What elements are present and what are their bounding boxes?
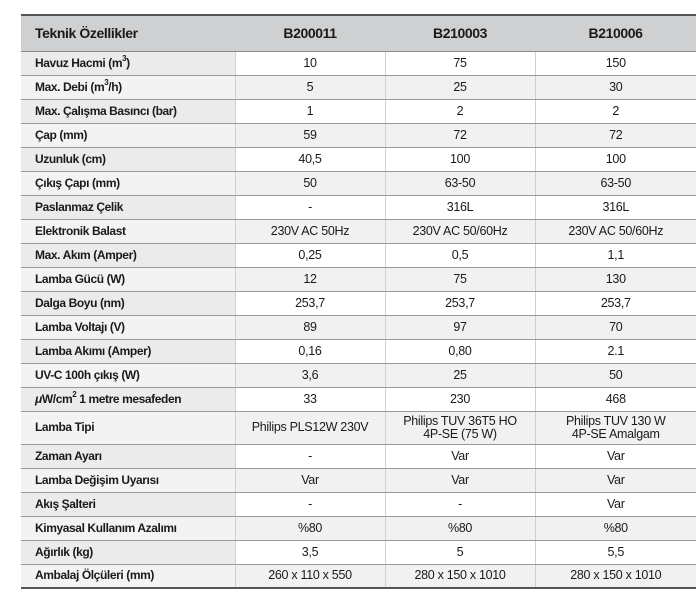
row-label-pre: W/cm (41, 391, 73, 406)
table-row (21, 444, 696, 468)
row-value-model-3: Var (535, 444, 696, 468)
row-value-model-3: 2.1 (535, 339, 696, 363)
row-value-model-3: 2 (535, 99, 696, 123)
row-label: Akış Şalteri (21, 492, 235, 516)
row-value-model-2: %80 (385, 516, 535, 540)
row-label (21, 51, 235, 75)
row-label: Paslanmaz Çelik (21, 195, 235, 219)
row-value-model-1: - (235, 195, 385, 219)
row-value-model-3: 253,7 (535, 291, 696, 315)
row-value-model-2: Philips TUV 36T5 HO 4P-SE (75 W) (385, 411, 535, 444)
row-value-model-1: 33 (235, 387, 385, 411)
row-value-model-2: 5 (385, 540, 535, 564)
row-value-model-3: 316L (535, 195, 696, 219)
row-value-model-2: - (385, 492, 535, 516)
row-value-model-2: Var (385, 444, 535, 468)
row-label: Kimyasal Kullanım Azalımı (21, 516, 235, 540)
table-row (21, 171, 696, 195)
row-label: Lamba Tipi (21, 411, 235, 444)
row-label: Uzunluk (cm) (21, 147, 235, 171)
header-model-3: B210006 (535, 15, 696, 51)
row-value-model-1: 59 (235, 123, 385, 147)
row-label: Ambalaj Ölçüleri (mm) (21, 564, 235, 588)
row-value-model-3: 5,5 (535, 540, 696, 564)
table-row (21, 468, 696, 492)
row-label: Lamba Akımı (Amper) (21, 339, 235, 363)
table-row (21, 291, 696, 315)
table-row (21, 51, 696, 75)
header-model-1: B200011 (235, 15, 385, 51)
row-label-sup: 3 (122, 53, 127, 63)
row-value-model-2: 97 (385, 315, 535, 339)
row-value-model-3: 100 (535, 147, 696, 171)
row-value-model-1: 1 (235, 99, 385, 123)
row-label-post: /h) (108, 79, 122, 94)
table-row (21, 492, 696, 516)
row-value-model-2: 230V AC 50/60Hz (385, 219, 535, 243)
row-value-model-2: 100 (385, 147, 535, 171)
row-value-model-3: 280 x 150 x 1010 (535, 564, 696, 588)
row-label-post: 1 metre mesafeden (76, 391, 182, 406)
row-value-model-1: 260 x 110 x 550 (235, 564, 385, 588)
table-row (21, 363, 696, 387)
row-value-model-3: 150 (535, 51, 696, 75)
row-value-model-1: 89 (235, 315, 385, 339)
table-row (21, 315, 696, 339)
table-row (21, 195, 696, 219)
spec-table-body (21, 51, 696, 588)
row-value-model-3: 70 (535, 315, 696, 339)
row-value-model-3: Var (535, 492, 696, 516)
row-label: Zaman Ayarı (21, 444, 235, 468)
table-row (21, 147, 696, 171)
row-value-model-1: 5 (235, 75, 385, 99)
table-row (21, 99, 696, 123)
row-value-model-3: 468 (535, 387, 696, 411)
row-value-model-1: %80 (235, 516, 385, 540)
row-value-model-1: Philips PLS12W 230V (235, 411, 385, 444)
row-label: Lamba Voltajı (V) (21, 315, 235, 339)
row-value-model-1: 3,6 (235, 363, 385, 387)
spec-table-header (21, 15, 696, 51)
row-value-model-1: - (235, 444, 385, 468)
header-model-2: B210003 (385, 15, 535, 51)
row-label: UV-C 100h çıkış (W) (21, 363, 235, 387)
row-value-model-1: 40,5 (235, 147, 385, 171)
table-row (21, 267, 696, 291)
row-value-model-3: 230V AC 50/60Hz (535, 219, 696, 243)
row-label-mu: μ (35, 391, 42, 406)
row-value-model-1: Var (235, 468, 385, 492)
row-value-model-1: 253,7 (235, 291, 385, 315)
spec-table (21, 14, 696, 589)
row-label: Çap (mm) (21, 123, 235, 147)
row-value-model-1: 0,16 (235, 339, 385, 363)
row-value-model-3: %80 (535, 516, 696, 540)
row-label: Lamba Değişim Uyarısı (21, 468, 235, 492)
table-row (21, 219, 696, 243)
row-label-post: ) (126, 55, 130, 70)
row-value-model-2: Var (385, 468, 535, 492)
table-row (21, 387, 696, 411)
row-value-model-2: 63-50 (385, 171, 535, 195)
table-row (21, 516, 696, 540)
row-value-model-2: 25 (385, 75, 535, 99)
row-value-model-1: 0,25 (235, 243, 385, 267)
row-label-sup: 3 (104, 77, 109, 87)
row-value-model-2: 25 (385, 363, 535, 387)
row-value-model-1: 12 (235, 267, 385, 291)
row-label-sup: 2 (72, 389, 77, 399)
row-label: Elektronik Balast (21, 219, 235, 243)
table-row (21, 411, 696, 444)
row-value-model-2: 230 (385, 387, 535, 411)
row-label-pre: Havuz Hacmi (m (35, 55, 123, 70)
row-label: Ağırlık (kg) (21, 540, 235, 564)
table-row (21, 540, 696, 564)
row-value-model-3: 72 (535, 123, 696, 147)
row-label: Max. Çalışma Basıncı (bar) (21, 99, 235, 123)
row-value-model-2: 0,5 (385, 243, 535, 267)
row-value-model-1: 230V AC 50Hz (235, 219, 385, 243)
row-value-model-3: Var (535, 468, 696, 492)
row-value-model-1: - (235, 492, 385, 516)
row-value-model-3: 50 (535, 363, 696, 387)
row-label (21, 387, 235, 411)
header-label: Teknik Özellikler (21, 15, 235, 51)
table-row (21, 564, 696, 588)
row-value-model-2: 2 (385, 99, 535, 123)
row-value-model-2: 75 (385, 51, 535, 75)
table-row (21, 243, 696, 267)
row-value-model-2: 72 (385, 123, 535, 147)
row-label: Lamba Gücü (W) (21, 267, 235, 291)
row-value-model-2: 316L (385, 195, 535, 219)
row-value-model-1: 50 (235, 171, 385, 195)
row-value-model-3: 130 (535, 267, 696, 291)
row-value-model-2: 75 (385, 267, 535, 291)
row-label: Çıkış Çapı (mm) (21, 171, 235, 195)
row-label: Dalga Boyu (nm) (21, 291, 235, 315)
table-row (21, 123, 696, 147)
row-value-model-3: Philips TUV 130 W 4P-SE Amalgam (535, 411, 696, 444)
row-value-model-2: 280 x 150 x 1010 (385, 564, 535, 588)
row-value-model-1: 3,5 (235, 540, 385, 564)
row-value-model-3: 63-50 (535, 171, 696, 195)
header-row (21, 15, 696, 51)
row-value-model-3: 1,1 (535, 243, 696, 267)
row-value-model-2: 253,7 (385, 291, 535, 315)
table-row (21, 75, 696, 99)
row-value-model-2: 0,80 (385, 339, 535, 363)
row-label: Max. Akım (Amper) (21, 243, 235, 267)
row-label (21, 75, 235, 99)
row-value-model-1: 10 (235, 51, 385, 75)
row-label-pre: Max. Debi (m (35, 79, 105, 94)
row-value-model-3: 30 (535, 75, 696, 99)
table-row (21, 339, 696, 363)
